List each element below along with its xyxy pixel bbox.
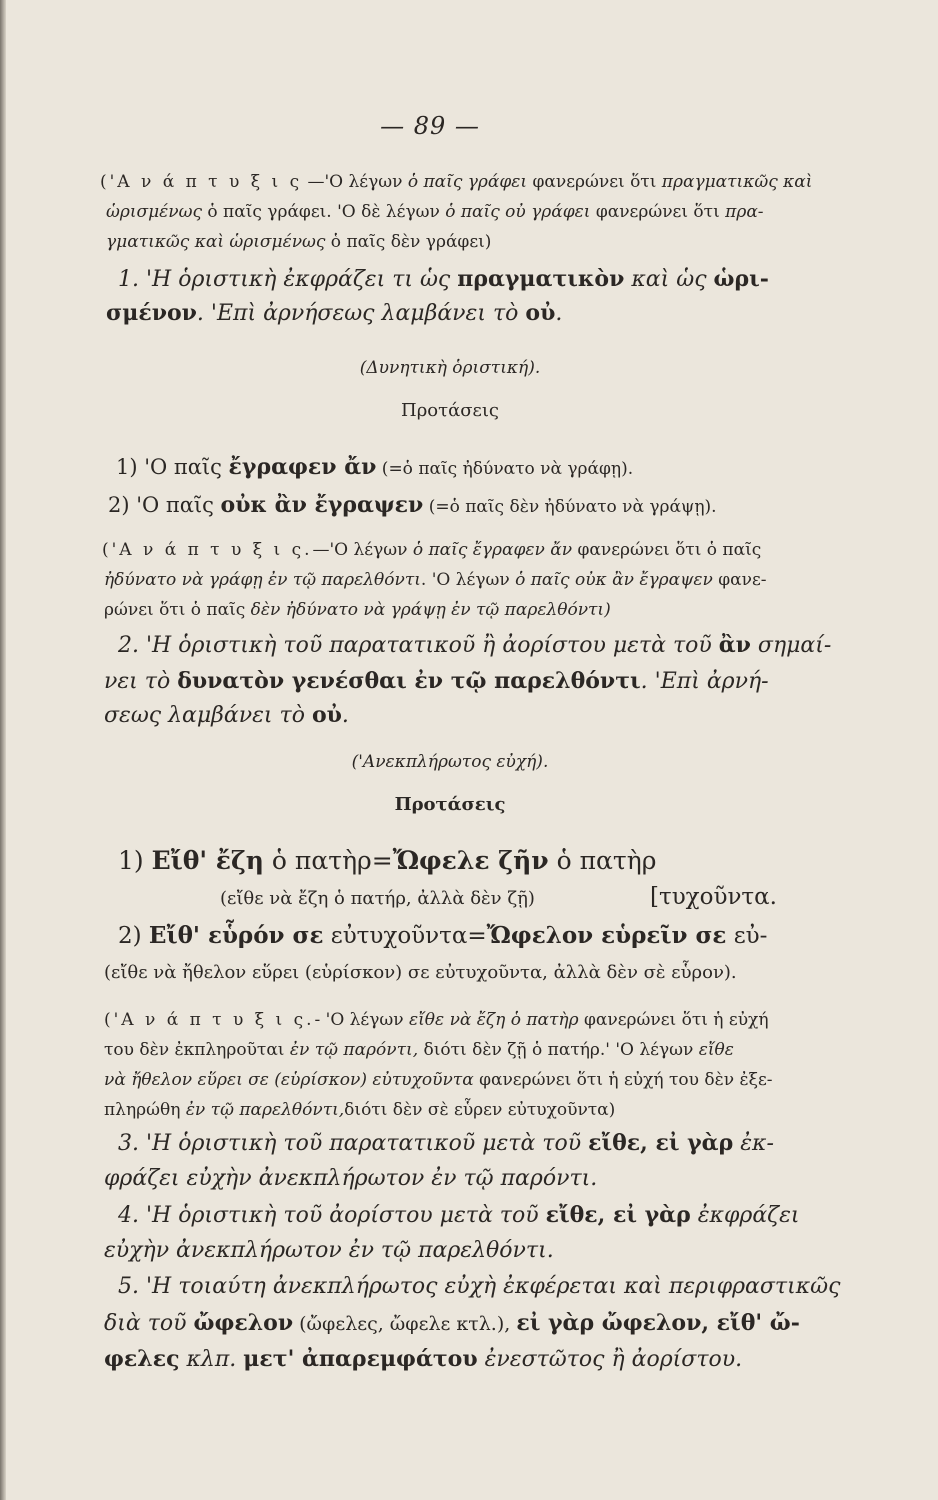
example-2: 2) Εἴθ' εὗρόν σε εὐτυχοῦντα=Ὤφελον εὑρεῖν σε εὐ-: [118, 922, 768, 949]
example-2-gloss: (εἴθε νὰ ἤθελον εὕρει (εὑρίσκον) σε εὐτυχοῦντα, ἀλλὰ δὲν σὲ εὗρον).: [104, 962, 737, 983]
text-line: ὡρισμένως ὁ παῖς γράφει. 'Ο δὲ λέγων ὁ παῖς οὐ γράφει φανερώνει ὅτι πρα-: [106, 202, 764, 222]
text-line: ('Α ν ά π τ υ ξ ι ς —'Ο λέγων ὁ παῖς γράφει φανερώνει ὅτι πραγματικῶς καὶ: [100, 172, 813, 192]
text-line: σμένον. 'Επὶ ἀρνήσεως λαμβάνει τὸ οὐ.: [106, 300, 563, 326]
rule-1: 1. 'Η ὁριστικὴ ἐκφράζει τι ὡς πραγματικὸν καὶ ὡς ὡρι-: [118, 266, 769, 292]
page-edge-shadow: [0, 0, 6, 1500]
text-line: ἠδύνατο νὰ γράφῃ ἐν τῷ παρελθόντι. 'Ο λέγων ὁ παῖς οὐκ ἂν ἔγραψεν φανε-: [104, 570, 767, 590]
example-2: 2) 'Ο παῖς οὐκ ἂν ἔγραψεν (=ὁ παῖς δὲν ἠδύνατο νὰ γράψῃ).: [108, 492, 717, 518]
text-line: φράζει εὐχὴν ἀνεκπλήρωτον ἐν τῷ παρόντι.: [104, 1166, 598, 1191]
text-line: διὰ τοῦ ὤφελον (ὤφελες, ὤφελε κτλ.), εἰ γὰρ ὤφελον, εἴθ' ὤ-: [104, 1310, 800, 1336]
text-line: φελες κλπ. μετ' ἀπαρεμφάτου ἐνεστῶτος ἢ ἀορίστου.: [104, 1346, 743, 1372]
example-1-gloss: (εἴθε νὰ ἔζη ὁ πατήρ, ἀλλὰ δὲν ζῇ): [220, 888, 535, 909]
continuation-word: [τυχοῦντα.: [650, 884, 777, 910]
example-1: 1) 'Ο παῖς ἔγραφεν ἄν (=ὁ παῖς ἠδύνατο νὰ γράφῃ).: [116, 454, 634, 480]
text-line: ('Α ν ά π τ υ ξ ι ς.—'Ο λέγων ὁ παῖς ἔγραφεν ἄν φανερώνει ὅτι ὁ παῖς: [102, 540, 762, 560]
text-line: ρώνει ὅτι ὁ παῖς δὲν ἠδύνατο νὰ γράψῃ ἐν τῷ παρελθόντι): [104, 600, 611, 620]
text-line: νὰ ἤθελον εὕρει σε (εὑρίσκον) εὐτυχοῦντα φανερώνει ὅτι ἡ εὐχή του δὲν ἐξε-: [104, 1070, 773, 1090]
page-number: — 89 —: [380, 112, 480, 140]
rule-2: 2. 'Η ὁριστικὴ τοῦ παρατατικοῦ ἢ ἀορίστου μετὰ τοῦ ἂν σημαί-: [118, 632, 832, 658]
rule-4: 4. 'Η ὁριστικὴ τοῦ ἀορίστου μετὰ τοῦ εἴθε, εἰ γὰρ ἐκφράζει: [118, 1202, 800, 1228]
text-line: πληρώθη ἐν τῷ παρελθόντι,διότι δὲν σὲ εὗρεν εὐτυχοῦντα): [104, 1100, 616, 1120]
section-heading: ('Ανεκπλήρωτος εὐχή).: [351, 752, 549, 772]
example-1: 1) Εἴθ' ἔζη ὁ πατὴρ=Ὤφελε ζῆν ὁ πατὴρ: [118, 846, 657, 875]
text-line: του δὲν ἐκπληροῦται ἐν τῷ παρόντι, διότι δὲν ζῇ ὁ πατήρ.' 'Ο λέγων εἴθε: [104, 1040, 734, 1060]
subheading-protaseis: Προτάσεις: [394, 794, 506, 815]
section-heading: (Δυνητικὴ ὁριστική).: [359, 358, 541, 378]
text-line: γματικῶς καὶ ὡρισμένως ὁ παῖς δὲν γράφει): [106, 232, 492, 252]
rule-3: 3. 'Η ὁριστικὴ τοῦ παρατατικοῦ μετὰ τοῦ εἴθε, εἰ γὰρ ἐκ-: [118, 1130, 774, 1156]
rule-5: 5. 'Η τοιαύτη ἀνεκπλήρωτος εὐχὴ ἐκφέρεται καὶ περιφραστικῶς: [118, 1274, 841, 1299]
text-line: εὐχὴν ἀνεκπλήρωτον ἐν τῷ παρελθόντι.: [104, 1238, 554, 1263]
text-line: σεως λαμβάνει τὸ οὐ.: [104, 702, 349, 728]
text-line: νει τὸ δυνατὸν γενέσθαι ἐν τῷ παρελθόντι. 'Επὶ ἀρνή-: [104, 668, 769, 694]
subheading-protaseis: Προτάσεις: [401, 400, 499, 421]
text-line: ('Α ν ά π τ υ ξ ι ς.- 'Ο λέγων εἴθε νὰ ἔζη ὁ πατὴρ φανερώνει ὅτι ἡ εὐχή: [104, 1010, 769, 1030]
